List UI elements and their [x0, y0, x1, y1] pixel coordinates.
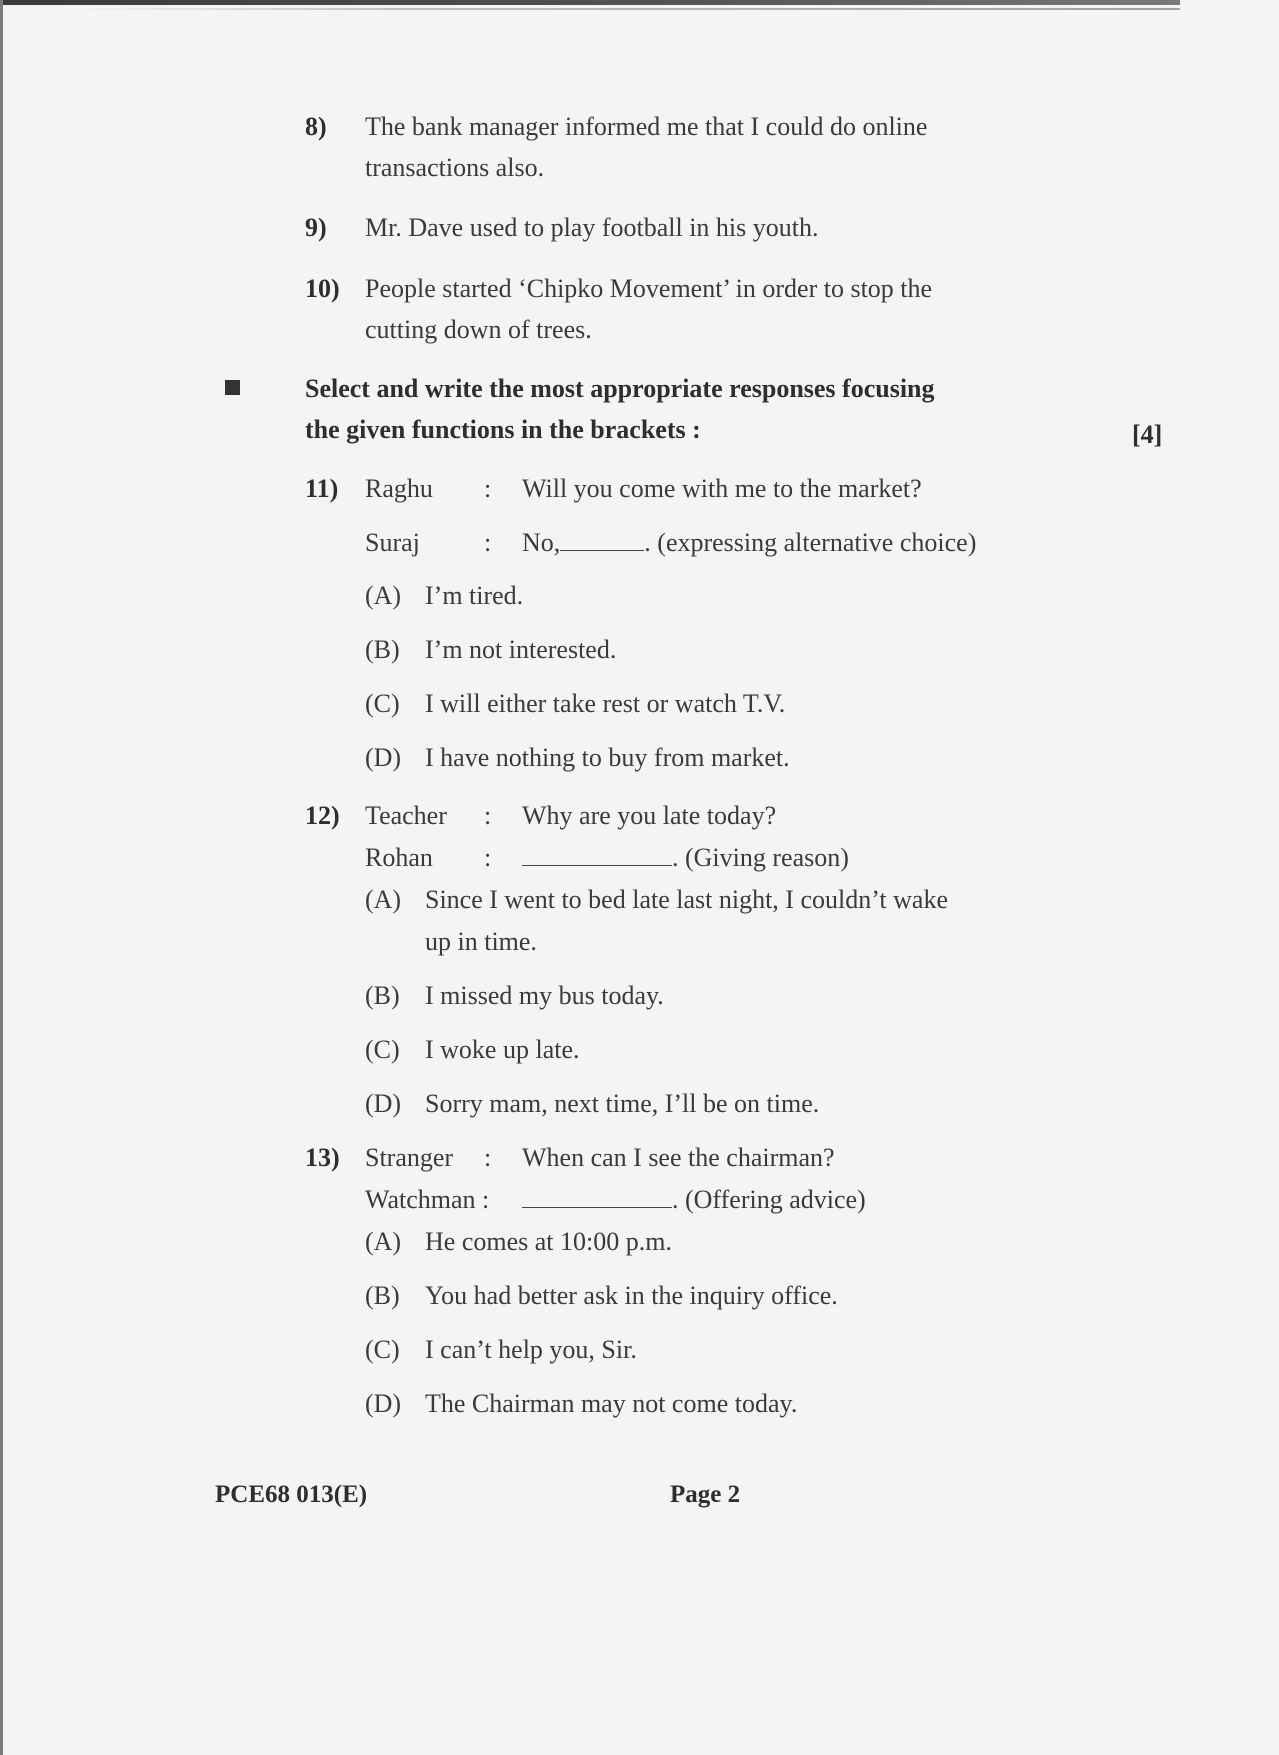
q13-speaker-2: Watchman :	[365, 1185, 490, 1214]
q11-option-b-letter: (B)	[365, 635, 400, 664]
q13-speaker-1: Stranger	[365, 1143, 454, 1172]
q11-option-b-text: I’m not interested.	[425, 635, 617, 664]
q12-option-b-letter: (B)	[365, 981, 400, 1010]
q12-option-a-text-line-2: up in time.	[425, 927, 537, 956]
q13-option-a-letter: (A)	[365, 1227, 402, 1256]
q12-dialogue-2-post: . (Giving reason)	[672, 843, 849, 872]
q11-colon-2: :	[484, 528, 492, 557]
q11-option-d-letter: (D)	[365, 743, 402, 772]
q11-option-a-letter: (A)	[365, 581, 402, 610]
q12-option-d-text: Sorry mam, next time, I’ll be on time.	[425, 1089, 820, 1118]
q11-dialogue-2-post: . (expressing alternative choice)	[644, 528, 977, 557]
section-marks: [4]	[1132, 420, 1163, 449]
q12-option-d-letter: (D)	[365, 1089, 402, 1118]
question-10-line-2: cutting down of trees.	[365, 315, 592, 344]
q13-option-a-text: He comes at 10:00 p.m.	[425, 1227, 672, 1256]
question-number-13: 13)	[305, 1143, 340, 1172]
q13-option-c-letter: (C)	[365, 1335, 400, 1364]
section-heading-line-1: Select and write the most appropriate responses focusing	[305, 374, 935, 403]
q11-speaker-1: Raghu	[365, 474, 433, 503]
page-number: Page 2	[670, 1481, 741, 1508]
q12-option-a-text-line-1: Since I went to bed late last night, I couldn’t wake	[425, 885, 948, 914]
q13-option-b-letter: (B)	[365, 1281, 400, 1310]
paper-code: PCE68 013(E)	[215, 1481, 368, 1508]
q13-option-d-letter: (D)	[365, 1389, 402, 1418]
question-number-8: 8)	[305, 112, 327, 141]
q13-blank	[522, 1185, 672, 1208]
q11-dialogue-2	[522, 522, 976, 563]
q12-option-b-text: I missed my bus today.	[425, 981, 664, 1010]
q11-colon-1: :	[484, 474, 492, 503]
q12-option-c-text: I woke up late.	[425, 1035, 580, 1064]
q11-option-c-text: I will either take rest or watch T.V.	[425, 689, 786, 718]
q13-option-c-text: I can’t help you, Sir.	[425, 1335, 637, 1364]
q13-dialogue-1: When can I see the chairman?	[522, 1143, 835, 1172]
q12-colon-1: :	[484, 801, 492, 830]
q12-dialogue-1: Why are you late today?	[522, 801, 777, 830]
q12-blank	[522, 843, 672, 866]
q13-colon-1: :	[484, 1143, 492, 1172]
question-number-11: 11)	[305, 474, 339, 503]
q13-option-d-text: The Chairman may not come today.	[425, 1389, 798, 1418]
question-9-line-1: Mr. Dave used to play football in his youth.	[365, 213, 819, 242]
q12-dialogue-2	[522, 837, 849, 878]
section-heading-line-2: the given functions in the brackets :	[305, 415, 701, 444]
q13-dialogue-2-post: . (Offering advice)	[672, 1185, 866, 1214]
q12-speaker-1: Teacher	[365, 801, 447, 830]
question-8-line-1: The bank manager informed me that I could do online	[365, 112, 928, 141]
question-number-9: 9)	[305, 213, 327, 242]
question-8-line-2: transactions also.	[365, 153, 545, 182]
q11-option-d-text: I have nothing to buy from market.	[425, 743, 790, 772]
q12-option-c-letter: (C)	[365, 1035, 400, 1064]
q12-option-a-letter: (A)	[365, 885, 402, 914]
q12-speaker-2: Rohan	[365, 843, 433, 872]
question-number-12: 12)	[305, 801, 340, 830]
q11-option-c-letter: (C)	[365, 689, 400, 718]
q11-dialogue-2-pre: No,	[522, 528, 561, 557]
question-10-line-1: People started ‘Chipko Movement’ in order to stop the	[365, 274, 933, 303]
question-number-10: 10)	[305, 274, 340, 303]
q13-option-b-text: You had better ask in the inquiry office.	[425, 1281, 838, 1310]
q11-speaker-2: Suraj	[365, 528, 420, 557]
section-bullet	[225, 380, 240, 395]
q11-blank	[560, 528, 644, 551]
q11-dialogue-1: Will you come with me to the market?	[522, 474, 922, 503]
q12-colon-2: :	[484, 843, 492, 872]
q11-option-a-text: I’m tired.	[425, 581, 524, 610]
q13-dialogue-2	[522, 1179, 866, 1220]
